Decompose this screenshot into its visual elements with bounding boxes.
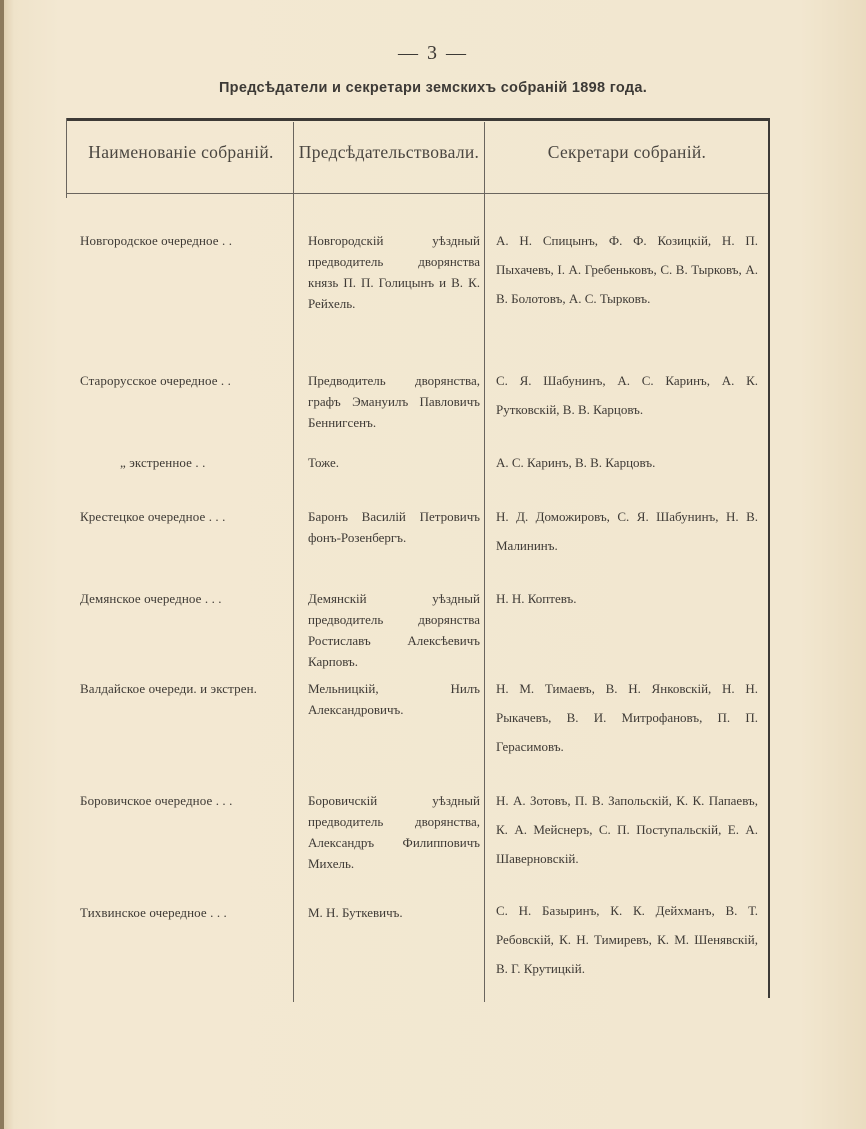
row-1-name: Новгородское очередное . . (80, 233, 233, 248)
row-6-chair: Мельницкій, Нилъ Александровичъ. (308, 681, 480, 717)
column-divider-2 (484, 122, 485, 1002)
table-right-border (768, 118, 770, 998)
row-7-secretaries: Н. А. Зотовъ, П. В. Запольскій, К. К. Папаевъ, К. А. Мейснеръ, С. П. Поступальскій, Е. А. Шаверновскій. (496, 793, 758, 866)
row-8-secretaries: С. Н. Базыринъ, К. К. Дейхманъ, В. Т. Ребовскій, К. Н. Тимиревъ, К. М. Шенявскій, В. Г. Крутицкій. (496, 903, 758, 976)
row-6-secretaries: Н. М. Тимаевъ, В. Н. Янковскій, Н. Н. Рыкачевъ, В. И. Митрофановъ, П. П. Герасимовъ. (496, 681, 758, 754)
table-top-rule (66, 118, 770, 121)
page-spine-shadow (0, 0, 4, 1129)
row-4-chair: Баронъ Василій Петровичъ фонъ-Розенбергъ. (308, 509, 480, 545)
column-divider-1 (293, 122, 294, 1002)
page-title: Предсѣдатели и секретари земскихъ собраній 1898 года. (218, 80, 648, 96)
row-3-chair: Тоже. (308, 455, 339, 470)
header-assembly-name: Наименованіе собраній. (88, 142, 274, 162)
row-2-name: Старорусское очередное . . (80, 373, 231, 388)
row-3-name: „ экстренное . . (120, 455, 206, 470)
row-2-secretaries: С. Я. Шабунинъ, А. С. Каринъ, А. К. Рутковскій, В. В. Карцовъ. (496, 373, 758, 417)
row-2-chair: Предводитель дворянства, графъ Эмануилъ Павловичъ Беннигсенъ. (308, 373, 480, 430)
row-1-secretaries: А. Н. Спицынъ, Ф. Ф. Козицкій, Н. П. Пыхачевъ, І. А. Гребеньковъ, С. В. Тырковъ, А. В. Болотовъ, А. С. Тырковъ. (496, 233, 758, 306)
row-5-name: Демянское очередное . . . (80, 591, 222, 606)
row-5-chair: Демянскій уѣздный предводитель дворянства Ростиславъ Алексѣевичъ Карповъ. (308, 591, 480, 669)
header-secretaries: Секретари собраній. (547, 142, 707, 162)
row-8-chair: М. Н. Буткевичъ. (308, 905, 403, 920)
table-left-border (66, 118, 67, 198)
row-1-chair: Новгородскій уѣздный предводитель дворянства князь П. П. Голицынъ и В. К. Рейхель. (308, 233, 480, 311)
header-chairmen: Предсѣдательствовали. (298, 142, 480, 162)
row-8-name: Тихвинское очередное . . . (80, 905, 227, 920)
row-7-name: Боровичское очередное . . . (80, 793, 233, 808)
page-number: — 3 — (398, 42, 468, 64)
row-3-secretaries: А. С. Каринъ, В. В. Карцовъ. (496, 455, 656, 470)
row-7-chair: Боровичскій уѣздный предводитель дворянства, Александръ Филипповичъ Михель. (308, 793, 480, 871)
table-header-rule (66, 193, 770, 194)
row-4-name: Крестецкое очередное . . . (80, 509, 226, 524)
row-5-secretaries: Н. Н. Коптевъ. (496, 591, 577, 606)
row-6-name: Валдайское очереди. и экстрен. (80, 681, 257, 696)
row-4-secretaries: Н. Д. Доможировъ, С. Я. Шабунинъ, Н. В. Малининъ. (496, 509, 758, 553)
